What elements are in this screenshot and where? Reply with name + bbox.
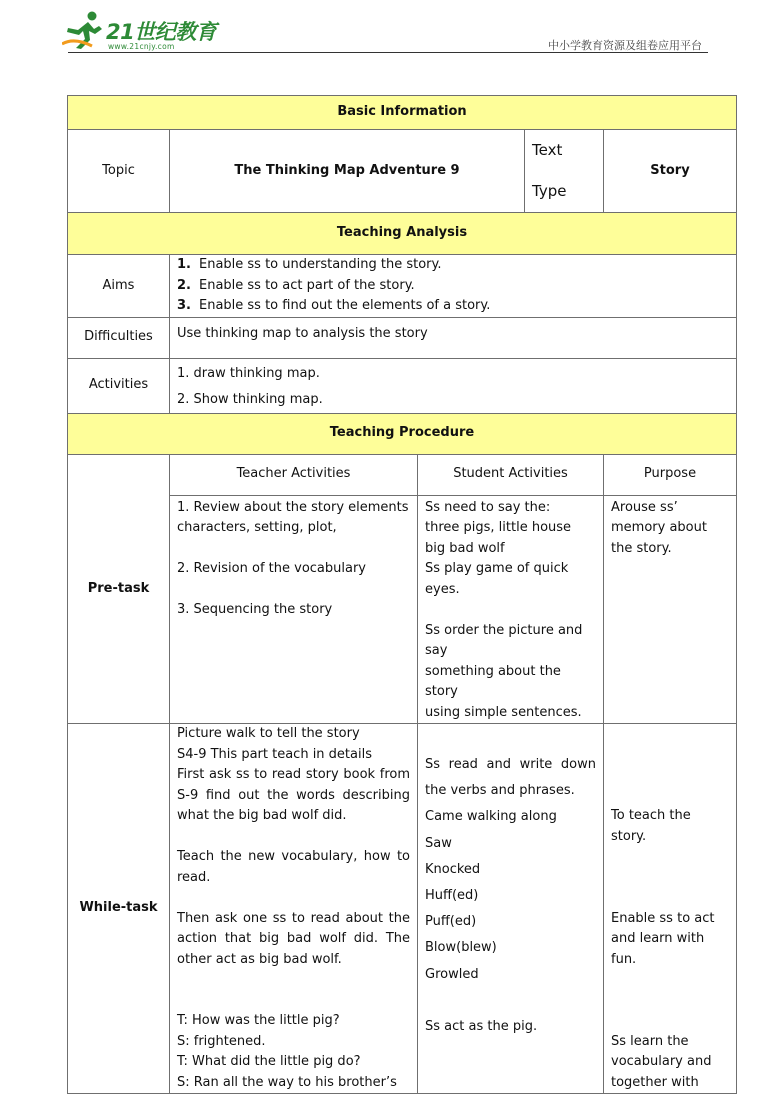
difficulties-label: Difficulties [68, 317, 170, 358]
vocab-word: Growled [425, 966, 479, 982]
text-line: 1. Review about the story elements [177, 499, 409, 515]
vocab-word: Came walking along [425, 809, 557, 825]
running-figure-icon [62, 10, 106, 50]
logo-brand: 21世纪教育 [106, 20, 217, 44]
header-divider [68, 52, 708, 53]
text-line: memory about [611, 520, 707, 535]
vocab-word: Knocked [425, 861, 481, 877]
section-row-basic [68, 96, 737, 130]
text-paragraph: Then ask one ss to read about the action that big bad wolf did. The other act as big bad wolf. [177, 910, 410, 967]
logo [62, 10, 217, 54]
while-task-teacher [170, 724, 418, 1094]
text-line: Ss play game of quick eyes. [425, 561, 569, 597]
vocab-word: Saw [425, 835, 452, 851]
text-type-value: Story [604, 130, 737, 213]
text-line: T: What did the little pig do? [177, 1054, 361, 1069]
col-header-student: Student Activities [418, 454, 604, 495]
text-line: S: frightened. [177, 1033, 266, 1049]
section-title-procedure: Teaching Procedure [68, 413, 737, 454]
difficulties-row [68, 317, 737, 358]
text-line: S4-9 This part teach in details [177, 746, 372, 762]
aims-label: Aims [68, 255, 170, 318]
pre-task-purpose [604, 495, 737, 724]
section-title-analysis: Teaching Analysis [68, 213, 737, 255]
text-line: Ss need to say the: [425, 499, 551, 515]
pre-task-teacher [170, 495, 418, 724]
text-paragraph: Ss read and write down the verbs and phrases. [425, 757, 596, 799]
text-line: something about the story [425, 663, 561, 699]
text-paragraph: To teach the story. [611, 808, 691, 844]
text-line: Ss act as the pig. [425, 1018, 538, 1034]
logo-url: www.21cnjy.com [108, 42, 175, 51]
text-type-label-line1: Text [532, 141, 563, 159]
lesson-plan-table [67, 95, 737, 1094]
stage-while-task: While-task [68, 724, 170, 1094]
text-line: Ss order the picture and say [425, 622, 583, 658]
text-line: using simple sentences. [425, 704, 582, 720]
text-paragraph: First ask ss to read story book from S-9 find out the words describing what the big bad wolf did. [177, 767, 410, 823]
page-header [0, 0, 780, 60]
aim-item: 2. Enable ss to act part of the story. [177, 277, 415, 293]
text-paragraph: Ss learn the vocabulary and together with [611, 1033, 712, 1090]
text-line: S: Ran all the way to his brother’s [177, 1074, 397, 1090]
aim-item: 1. Enable ss to understanding the story. [177, 257, 442, 272]
procedure-header-row [68, 454, 737, 495]
text-line: big bad wolf [425, 540, 505, 556]
section-row-procedure [68, 413, 737, 454]
text-line: the story. [611, 540, 672, 556]
section-row-analysis [68, 213, 737, 255]
text-line: characters, setting, plot, [177, 520, 337, 535]
text-line: 3. Sequencing the story [177, 602, 333, 617]
text-paragraph: Enable ss to act and learn with fun. [611, 910, 715, 967]
text-line: Picture walk to tell the story [177, 726, 360, 741]
text-paragraph: Teach the new vocabulary, how to read. [177, 849, 410, 885]
stage-pre-task: Pre-task [68, 454, 170, 724]
activities-label: Activities [68, 358, 170, 413]
vocab-word: Blow(blew) [425, 940, 497, 956]
topic-value: The Thinking Map Adventure 9 [170, 130, 525, 213]
activity-item: 2. Show thinking map. [177, 391, 323, 407]
text-line: three pigs, little house [425, 520, 572, 535]
aims-row [68, 255, 737, 318]
text-type-label [525, 130, 604, 213]
text-type-label-line2: Type [532, 182, 567, 200]
platform-title: 中小学教育资源及组卷应用平台 [548, 39, 702, 52]
topic-row [68, 130, 737, 213]
activities-list [170, 358, 737, 413]
while-task-row [68, 724, 737, 1094]
difficulties-text: Use thinking map to analysis the story [170, 317, 737, 358]
aim-item: 3. Enable ss to find out the elements of a story. [177, 298, 491, 313]
vocab-word: Huff(ed) [425, 888, 479, 904]
section-title-basic: Basic Information [68, 96, 737, 130]
topic-label: Topic [68, 130, 170, 213]
text-line: T: How was the little pig? [177, 1013, 340, 1028]
vocab-word: Puff(ed) [425, 914, 477, 930]
pre-task-student [418, 495, 604, 724]
text-line: 2. Revision of the vocabulary [177, 561, 366, 576]
activity-item: 1. draw thinking map. [177, 365, 320, 381]
aims-list [170, 255, 737, 318]
col-header-teacher: Teacher Activities [170, 454, 418, 495]
while-task-student [418, 724, 604, 1094]
while-task-purpose [604, 724, 737, 1094]
col-header-purpose: Purpose [604, 454, 737, 495]
activities-row [68, 358, 737, 413]
text-line: Arouse ss’ [611, 499, 678, 515]
